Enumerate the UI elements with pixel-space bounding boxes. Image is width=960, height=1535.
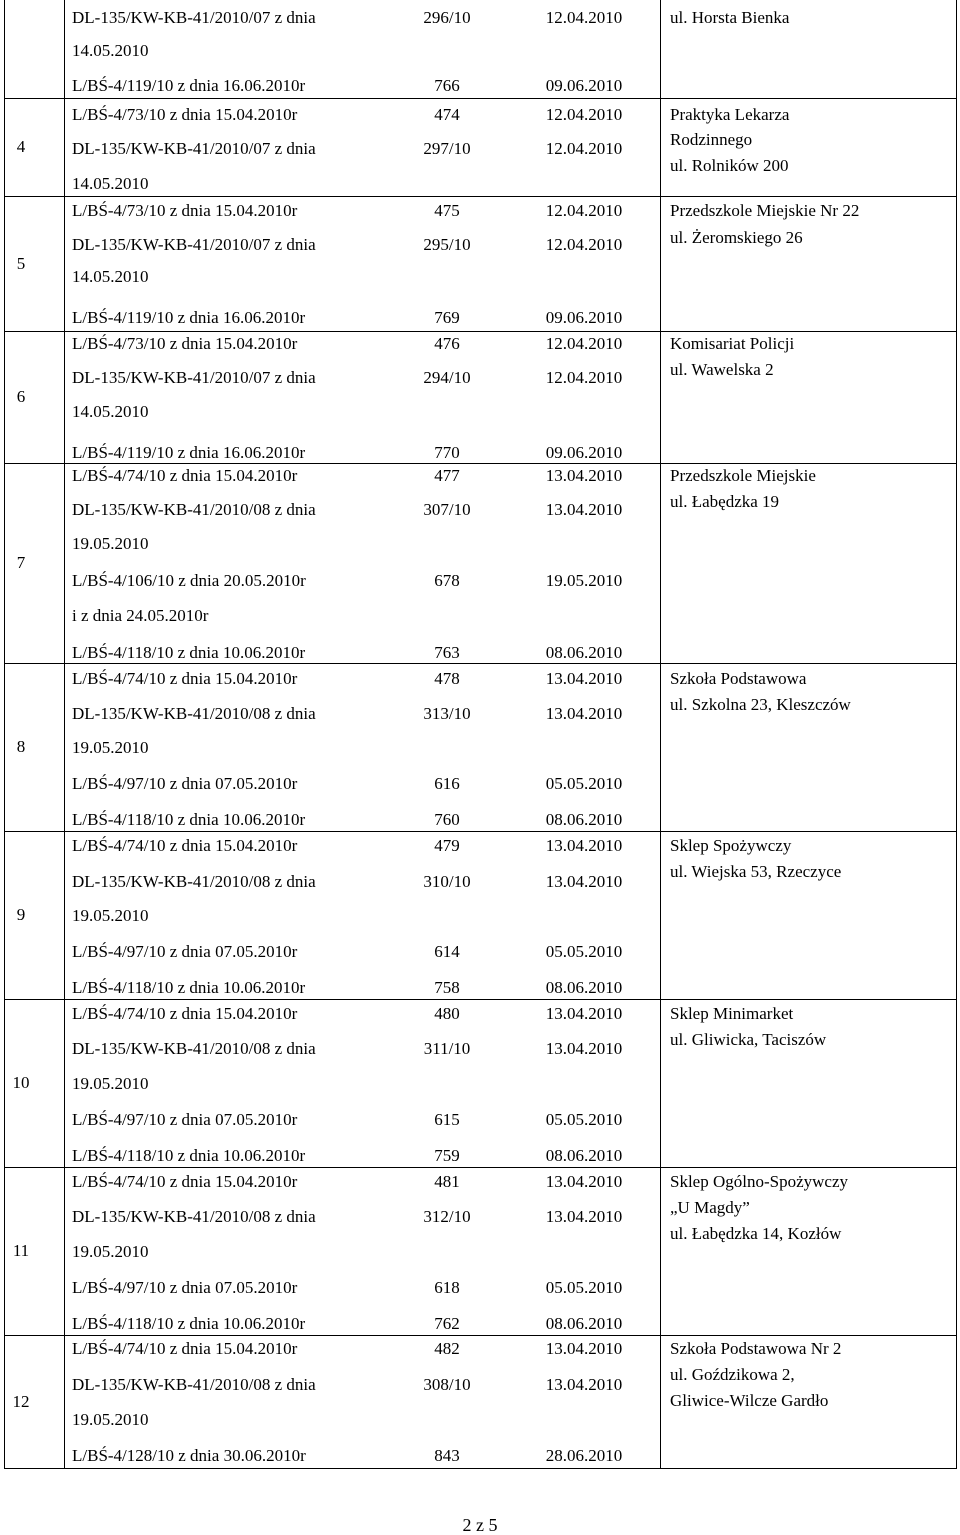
permit-reference: L/BŚ-4/119/10 z dnia 16.06.2010r: [72, 443, 306, 462]
permit-reference: 14.05.2010: [72, 41, 149, 60]
permit-number: 310/10: [423, 872, 471, 891]
location-line: Sklep Spożywczy: [670, 836, 792, 855]
location-line: ul. Szkolna 23, Kleszczów: [670, 695, 851, 714]
permit-number: 766: [434, 76, 460, 95]
row-number: 11: [12, 1241, 30, 1260]
permit-number: 770: [434, 443, 460, 462]
permit-number: 482: [434, 1339, 460, 1358]
permit-reference: L/BŚ-4/73/10 z dnia 15.04.2010r: [72, 105, 298, 124]
permit-date: 12.04.2010: [545, 201, 623, 220]
permit-reference: L/BŚ-4/128/10 z dnia 30.06.2010r: [72, 1446, 306, 1465]
permit-number: 481: [434, 1172, 460, 1191]
permit-date: 12.04.2010: [545, 334, 623, 353]
permit-date: 13.04.2010: [545, 1375, 623, 1394]
permit-reference: L/BŚ-4/118/10 z dnia 10.06.2010r: [72, 643, 306, 662]
permit-reference: DL-135/KW-KB-41/2010/07 z dnia: [72, 8, 316, 27]
permit-number: 615: [434, 1110, 460, 1129]
row-divider: [4, 663, 957, 664]
permit-number: 297/10: [423, 139, 471, 158]
permit-number: 763: [434, 643, 460, 662]
permit-number: 760: [434, 810, 460, 829]
location-line: ul. Gliwicka, Taciszów: [670, 1030, 827, 1049]
location-line: Rodzinnego: [670, 130, 753, 149]
permit-reference: DL-135/KW-KB-41/2010/08 z dnia: [72, 704, 316, 723]
permit-reference: L/BŚ-4/119/10 z dnia 16.06.2010r: [72, 308, 306, 327]
permit-reference: L/BŚ-4/106/10 z dnia 20.05.2010r: [72, 571, 306, 590]
location-line: Sklep Ogólno-Spożywczy: [670, 1172, 849, 1191]
row-divider: [4, 98, 957, 99]
permit-number: 295/10: [423, 235, 471, 254]
permit-reference: L/BŚ-4/74/10 z dnia 15.04.2010r: [72, 466, 298, 485]
column-divider: [660, 0, 661, 1469]
permit-reference: L/BŚ-4/97/10 z dnia 07.05.2010r: [72, 774, 298, 793]
permit-reference: DL-135/KW-KB-41/2010/08 z dnia: [72, 1039, 316, 1058]
permit-reference: i z dnia 24.05.2010r: [72, 606, 209, 625]
permit-number: 762: [434, 1314, 460, 1333]
row-number: 4: [16, 137, 26, 156]
permit-reference: L/BŚ-4/118/10 z dnia 10.06.2010r: [72, 978, 306, 997]
permit-reference: L/BŚ-4/118/10 z dnia 10.06.2010r: [72, 810, 306, 829]
location-line: Komisariat Policji: [670, 334, 795, 353]
row-divider: [4, 196, 957, 197]
permit-date: 08.06.2010: [545, 1314, 623, 1333]
permit-number: 843: [434, 1446, 460, 1465]
permit-number: 480: [434, 1004, 460, 1023]
permit-reference: 14.05.2010: [72, 267, 149, 286]
permit-reference: 14.05.2010: [72, 174, 149, 193]
permit-reference: L/BŚ-4/73/10 z dnia 15.04.2010r: [72, 334, 298, 353]
location-line: Sklep Minimarket: [670, 1004, 794, 1023]
permit-reference: 19.05.2010: [72, 738, 149, 757]
permit-number: 313/10: [423, 704, 471, 723]
permit-date: 08.06.2010: [545, 810, 623, 829]
permit-reference: DL-135/KW-KB-41/2010/07 z dnia: [72, 235, 316, 254]
row-number: 9: [16, 905, 26, 924]
permit-reference: L/BŚ-4/74/10 z dnia 15.04.2010r: [72, 1172, 298, 1191]
permit-number: 311/10: [423, 1039, 471, 1058]
permit-date: 05.05.2010: [545, 942, 623, 961]
row-number: 10: [12, 1073, 30, 1092]
location-line: Przedszkole Miejskie: [670, 466, 816, 485]
row-number: 12: [12, 1391, 30, 1411]
permit-number: 476: [434, 334, 460, 353]
permit-number: 478: [434, 669, 460, 688]
row-divider: [4, 331, 957, 332]
row-divider: [4, 999, 957, 1000]
permit-number: 769: [434, 308, 460, 327]
permit-date: 08.06.2010: [545, 643, 623, 662]
location-line: Przedszkole Miejskie Nr 22: [670, 201, 860, 220]
permit-date: 13.04.2010: [545, 1039, 623, 1058]
permit-number: 618: [434, 1278, 460, 1297]
permit-number: 479: [434, 836, 460, 855]
location-line: ul. Horsta Bienka: [670, 8, 790, 27]
permit-date: 12.04.2010: [545, 235, 623, 254]
permit-reference: L/BŚ-4/118/10 z dnia 10.06.2010r: [72, 1146, 306, 1165]
row-number: 6: [16, 387, 26, 406]
permit-number: 474: [434, 105, 460, 124]
permit-number: 759: [434, 1146, 460, 1165]
permit-date: 19.05.2010: [545, 571, 623, 590]
permit-reference: 19.05.2010: [72, 906, 149, 925]
row-number: 8: [16, 737, 26, 756]
permit-reference: DL-135/KW-KB-41/2010/07 z dnia: [72, 368, 316, 387]
location-line: Praktyka Lekarza: [670, 105, 790, 124]
permit-date: 13.04.2010: [545, 836, 623, 855]
permit-date: 09.06.2010: [545, 308, 623, 327]
permit-date: 09.06.2010: [545, 76, 623, 95]
permit-number: 678: [434, 571, 460, 590]
permit-reference: DL-135/KW-KB-41/2010/08 z dnia: [72, 1207, 316, 1226]
permit-date: 08.06.2010: [545, 1146, 623, 1165]
permit-reference: L/BŚ-4/74/10 z dnia 15.04.2010r: [72, 1339, 298, 1358]
permit-reference: L/BŚ-4/97/10 z dnia 07.05.2010r: [72, 1110, 298, 1129]
permit-date: 13.04.2010: [545, 1004, 623, 1023]
permit-date: 13.04.2010: [545, 669, 623, 688]
permit-reference: DL-135/KW-KB-41/2010/07 z dnia: [72, 139, 316, 158]
permit-reference: L/BŚ-4/97/10 z dnia 07.05.2010r: [72, 1278, 298, 1297]
permit-date: 13.04.2010: [545, 1172, 623, 1191]
location-line: Szkoła Podstawowa: [670, 669, 807, 688]
permit-number: 308/10: [423, 1375, 471, 1394]
permit-reference: L/BŚ-4/118/10 z dnia 10.06.2010r: [72, 1314, 306, 1333]
location-line: ul. Łabędzka 19: [670, 492, 780, 511]
row-number: 7: [16, 553, 26, 572]
permit-number: 296/10: [423, 8, 471, 27]
permit-number: 477: [434, 466, 460, 485]
permit-date: 08.06.2010: [545, 978, 623, 997]
permit-date: 13.04.2010: [545, 704, 623, 723]
permit-date: 13.04.2010: [545, 1339, 623, 1358]
permit-date: 13.04.2010: [545, 500, 623, 519]
permit-reference: DL-135/KW-KB-41/2010/08 z dnia: [72, 872, 316, 891]
column-divider: [64, 0, 65, 1469]
location-line: Gliwice-Wilcze Gardło: [670, 1391, 829, 1410]
permit-reference: 19.05.2010: [72, 1410, 149, 1429]
column-divider: [4, 0, 5, 1469]
permit-date: 09.06.2010: [545, 443, 623, 462]
permit-date: 12.04.2010: [545, 8, 623, 27]
location-line: Szkoła Podstawowa Nr 2: [670, 1339, 842, 1358]
permit-reference: L/BŚ-4/74/10 z dnia 15.04.2010r: [72, 836, 298, 855]
location-line: ul. Wawelska 2: [670, 360, 774, 379]
permit-date: 12.04.2010: [545, 368, 623, 387]
permit-date: 13.04.2010: [545, 466, 623, 485]
permit-number: 758: [434, 978, 460, 997]
permit-reference: L/BŚ-4/74/10 z dnia 15.04.2010r: [72, 669, 298, 688]
permit-reference: DL-135/KW-KB-41/2010/08 z dnia: [72, 1375, 316, 1394]
permit-number: 614: [434, 942, 460, 961]
page-number: 2 z 5: [462, 1515, 498, 1535]
permit-number: 312/10: [423, 1207, 471, 1226]
row-divider: [4, 1335, 957, 1336]
permit-reference: L/BŚ-4/119/10 z dnia 16.06.2010r: [72, 76, 306, 95]
permit-reference: L/BŚ-4/73/10 z dnia 15.04.2010r: [72, 201, 298, 220]
permit-date: 13.04.2010: [545, 872, 623, 891]
permit-reference: 14.05.2010: [72, 402, 149, 421]
permit-reference: 19.05.2010: [72, 534, 149, 553]
row-number: 5: [16, 253, 26, 273]
row-divider: [4, 463, 957, 464]
permit-date: 05.05.2010: [545, 1278, 623, 1297]
permit-reference: 19.05.2010: [72, 1242, 149, 1261]
permit-number: 475: [434, 201, 460, 220]
location-line: ul. Rolników 200: [670, 156, 789, 175]
permit-date: 12.04.2010: [545, 139, 623, 158]
permit-date: 28.06.2010: [545, 1446, 623, 1465]
row-divider: [4, 1167, 957, 1168]
location-line: ul. Łabędzka 14, Kozłów: [670, 1224, 842, 1243]
permit-date: 12.04.2010: [545, 105, 623, 124]
location-line: ul. Żeromskiego 26: [670, 228, 803, 247]
permit-reference: L/BŚ-4/97/10 z dnia 07.05.2010r: [72, 942, 298, 961]
permit-reference: 19.05.2010: [72, 1074, 149, 1093]
permit-reference: L/BŚ-4/74/10 z dnia 15.04.2010r: [72, 1004, 298, 1023]
row-divider: [4, 1468, 957, 1469]
permit-number: 616: [434, 774, 460, 793]
row-divider: [4, 831, 957, 832]
permit-date: 05.05.2010: [545, 1110, 623, 1129]
permit-date: 05.05.2010: [545, 774, 623, 793]
permit-date: 13.04.2010: [545, 1207, 623, 1226]
location-line: „U Magdy”: [670, 1198, 750, 1217]
permit-number: 307/10: [423, 500, 471, 519]
location-line: ul. Goździkowa 2,: [670, 1365, 795, 1384]
column-divider: [956, 0, 957, 1469]
permit-number: 294/10: [423, 368, 471, 387]
location-line: ul. Wiejska 53, Rzeczyce: [670, 862, 842, 881]
permit-reference: DL-135/KW-KB-41/2010/08 z dnia: [72, 500, 316, 519]
